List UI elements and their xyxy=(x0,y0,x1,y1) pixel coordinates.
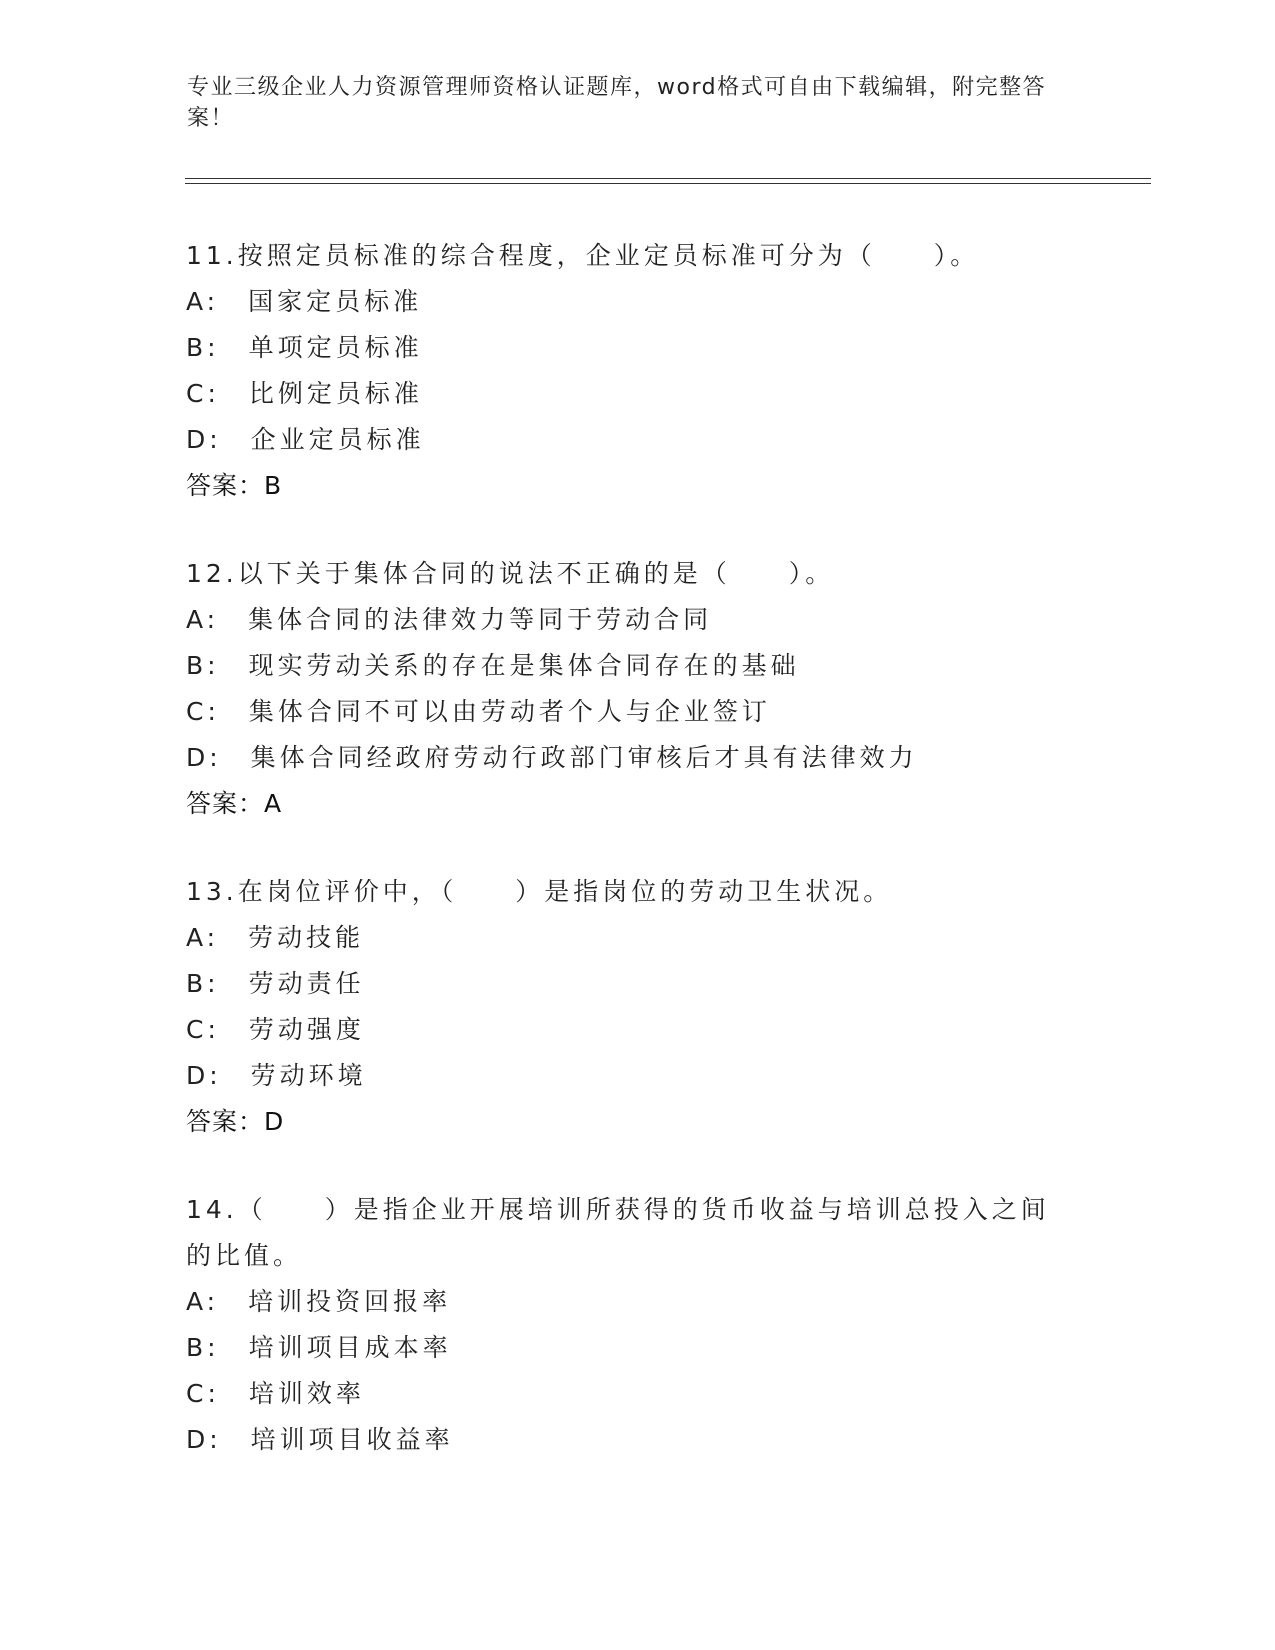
question-11 xyxy=(186,233,1086,509)
answer: 答案：D xyxy=(186,1107,285,1136)
option-a: A: 培训投资回报率 xyxy=(186,1287,452,1316)
question-stem: 14.（ ）是指企业开展培训所获得的货币收益与培训总投入之间的比值。 xyxy=(186,1195,1050,1270)
answer: 答案：A xyxy=(186,789,283,818)
option-a: A: 集体合同的法律效力等同于劳动合同 xyxy=(186,605,713,634)
option-c: C: 集体合同不可以由劳动者个人与企业签订 xyxy=(186,697,771,726)
question-13 xyxy=(186,869,1086,1145)
header-rule-bottom xyxy=(185,183,1151,184)
option-d: D: 劳动环境 xyxy=(186,1061,367,1090)
option-b: B: 培训项目成本率 xyxy=(186,1333,452,1362)
question-stem: 12.以下关于集体合同的说法不正确的是（ ）。 xyxy=(186,559,835,588)
option-c: C: 比例定员标准 xyxy=(186,379,423,408)
option-d: D: 企业定员标准 xyxy=(186,425,425,454)
question-stem: 11.按照定员标准的综合程度，企业定员标准可分为（ ）。 xyxy=(186,241,980,270)
option-c: C: 培训效率 xyxy=(186,1379,365,1408)
answer: 答案：B xyxy=(186,471,283,500)
option-a: A: 劳动技能 xyxy=(186,923,365,952)
option-d: D: 集体合同经政府劳动行政部门审核后才具有法律效力 xyxy=(186,743,918,772)
option-b: B: 劳动责任 xyxy=(186,969,365,998)
option-b: B: 单项定员标准 xyxy=(186,333,423,362)
question-14 xyxy=(186,1187,1086,1463)
question-12 xyxy=(186,551,1086,827)
option-c: C: 劳动强度 xyxy=(186,1015,365,1044)
option-d: D: 培训项目收益率 xyxy=(186,1425,454,1454)
option-b: B: 现实劳动关系的存在是集体合同存在的基础 xyxy=(186,651,800,680)
question-stem: 13.在岗位评价中，（ ）是指岗位的劳动卫生状况。 xyxy=(186,877,893,906)
header-rule-top xyxy=(185,178,1151,179)
document-header: 专业三级企业人力资源管理师资格认证题库，word格式可自由下载编辑，附完整答案！ xyxy=(187,75,1047,131)
option-a: A: 国家定员标准 xyxy=(186,287,423,316)
